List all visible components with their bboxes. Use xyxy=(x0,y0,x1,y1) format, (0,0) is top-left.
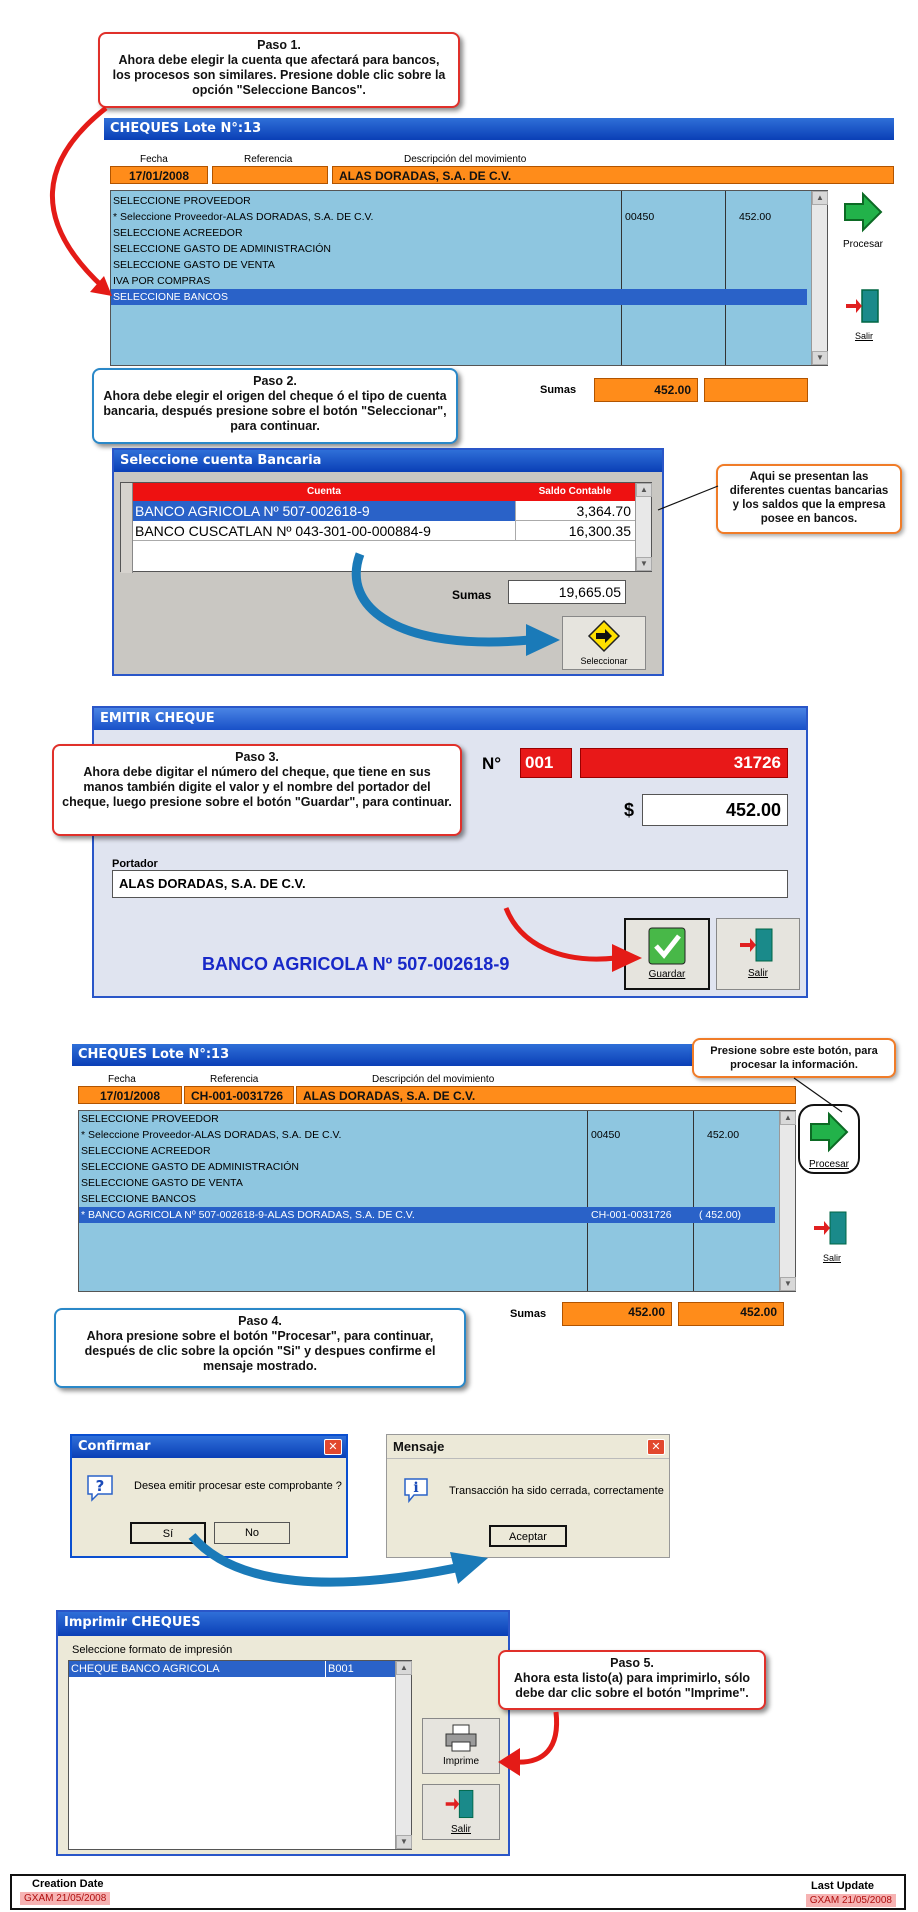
window-title: Seleccione cuenta Bancaria xyxy=(114,450,662,472)
red-arrow-2 xyxy=(500,904,650,984)
n-label: N° xyxy=(482,754,502,773)
portador-label: Portador xyxy=(112,858,158,870)
list-item-selected[interactable]: SELECCIONE BANCOS xyxy=(111,289,807,305)
salir-label: Salir xyxy=(822,1253,841,1263)
col-cuenta-header: Cuenta xyxy=(133,483,515,501)
window-title: EMITIR CHEQUE xyxy=(94,708,806,730)
blue-arrow-2 xyxy=(186,1528,506,1598)
yes-button[interactable]: Sí xyxy=(130,1522,206,1544)
arrow-sign-icon xyxy=(587,619,621,653)
info-icon xyxy=(401,1475,431,1505)
list-item[interactable]: SELECCIONE ACREEDOR xyxy=(81,1145,211,1157)
arrow-right-icon xyxy=(841,190,885,234)
mensaje-text: Transacción ha sido cerrada, correctamente xyxy=(449,1485,664,1497)
imprimir-window xyxy=(56,1610,510,1856)
no-button[interactable]: No xyxy=(214,1522,290,1544)
sumas-label: Sumas xyxy=(452,588,492,602)
valor-field[interactable]: 452.00 xyxy=(642,794,788,826)
fecha-field[interactable]: 17/01/2008 xyxy=(110,166,208,184)
salir-label: Salir xyxy=(747,968,768,979)
suma-debe: 452.00 xyxy=(562,1302,672,1326)
imprime-button[interactable] xyxy=(422,1718,500,1774)
step5-title: Paso 5. xyxy=(610,1656,654,1670)
step5-text: Ahora esta listo(a) para imprimirlo, sólo debe dar clic sobre el botón "Imprime". xyxy=(513,1671,751,1700)
exit-door-icon xyxy=(738,925,778,965)
col-saldo-header: Saldo Contable xyxy=(515,483,635,501)
procesar-label: Procesar xyxy=(842,239,883,250)
scrollbar[interactable]: ▲ ▼ xyxy=(811,191,827,365)
fecha-label: Fecha xyxy=(140,154,168,165)
step2-callout xyxy=(92,368,458,444)
window-title: CHEQUES Lote N°:13 xyxy=(104,118,894,140)
referencia-field[interactable]: CH-001-0031726 xyxy=(184,1086,294,1104)
list-item[interactable]: SELECCIONE BANCOS xyxy=(81,1193,196,1205)
update-label: Last Update xyxy=(811,1880,874,1892)
step2-text: Ahora debe elegir el origen del cheque ó el tipo de cuenta bancaria, después presione sobre el botón "Seleccionar", para continuar. xyxy=(103,389,447,433)
step5-callout xyxy=(498,1650,766,1710)
window-title: CHEQUES Lote N°:13 xyxy=(72,1044,862,1066)
printer-icon xyxy=(444,1723,478,1753)
update-value: GXAM 21/05/2008 xyxy=(806,1894,896,1907)
confirm-message: Desea emitir procesar este comprobante ? xyxy=(134,1480,342,1492)
scrollbar[interactable]: ▲ ▼ xyxy=(779,1111,795,1291)
step1-text: Ahora debe elegir la cuenta que afectará para bancos, los procesos son similares. Presione doble clic sobre la opción "Seleccione Bancos". xyxy=(112,53,446,97)
creation-value: GXAM 21/05/2008 xyxy=(20,1892,110,1905)
step3-callout xyxy=(52,744,462,836)
fecha-field[interactable]: 17/01/2008 xyxy=(78,1086,182,1104)
step3-title: Paso 3. xyxy=(235,750,279,764)
note-procesar-text: Presione sobre este botón, para procesar la información. xyxy=(710,1045,878,1071)
portador-field[interactable]: ALAS DORADAS, S.A. DE C.V. xyxy=(112,870,788,898)
svg-text:?: ? xyxy=(95,1477,105,1495)
checkmark-icon xyxy=(647,926,687,966)
list-item[interactable]: * Seleccione Proveedor-ALAS DORADAS, S.A. DE C.V. 00450 452.00 xyxy=(113,211,772,223)
sumas-label: Sumas xyxy=(540,384,577,396)
referencia-field[interactable] xyxy=(212,166,328,184)
referencia-label: Referencia xyxy=(210,1074,259,1085)
step4-text: Ahora presione sobre el botón "Procesar", para continuar, después de clic sobre la opción "Si" y despues confirme el mensaje mostrado. xyxy=(84,1329,436,1373)
salir-button[interactable] xyxy=(838,286,890,344)
seleccionar-label: Seleccionar xyxy=(580,656,628,666)
sumas-row xyxy=(420,1302,810,1330)
movement-list[interactable] xyxy=(110,190,828,366)
window-title: Imprimir CHEQUES xyxy=(58,1612,508,1636)
scrollbar[interactable]: ▲ ▼ xyxy=(635,483,651,571)
step1-callout xyxy=(98,32,460,108)
list-item[interactable]: SELECCIONE GASTO DE VENTA xyxy=(81,1177,243,1189)
salir-button[interactable] xyxy=(806,1208,858,1266)
descripcion-label: Descripción del movimiento xyxy=(404,154,527,165)
list-item[interactable]: SELECCIONE GASTO DE ADMINISTRACIÓN xyxy=(81,1161,300,1173)
salir-label: Salir xyxy=(450,1824,471,1835)
descripcion-field[interactable]: ALAS DORADAS, S.A. DE C.V. xyxy=(296,1086,796,1104)
creation-label: Creation Date xyxy=(32,1878,104,1890)
question-icon xyxy=(84,1472,116,1504)
exit-door-icon xyxy=(444,1787,478,1821)
red-arrow-3 xyxy=(494,1708,574,1778)
seleccionar-button[interactable] xyxy=(562,616,646,670)
list-item[interactable]: * Seleccione Proveedor-ALAS DORADAS, S.A. DE C.V. 00450 452.00 xyxy=(81,1129,740,1141)
connector-line xyxy=(790,1076,850,1116)
list-item[interactable]: IVA POR COMPRAS xyxy=(113,275,211,287)
connector-line xyxy=(656,484,720,514)
step4-title: Paso 4. xyxy=(238,1314,282,1328)
list-item[interactable]: SELECCIONE ACREEDOR xyxy=(113,227,243,239)
exit-door-icon xyxy=(844,286,884,326)
descripcion-label: Descripción del movimiento xyxy=(372,1074,495,1085)
descripcion-field[interactable]: ALAS DORADAS, S.A. DE C.V. xyxy=(332,166,894,184)
referencia-label: Referencia xyxy=(244,154,293,165)
close-icon[interactable]: ✕ xyxy=(647,1439,665,1455)
list-item[interactable]: SELECCIONE GASTO DE VENTA xyxy=(113,259,275,271)
note-bancos-text: Aqui se presentan las diferentes cuentas bancarias y los saldos que la empresa posee en bancos. xyxy=(729,471,889,525)
note-bancos-callout xyxy=(716,464,902,534)
list-item[interactable]: SELECCIONE PROVEEDOR xyxy=(81,1113,219,1125)
step1-title: Paso 1. xyxy=(257,38,301,52)
list-item-selected[interactable]: * BANCO AGRICOLA Nº 507-002618-9-ALAS DORADAS, S.A. DE C.V. CH-001-0031726 ( 452.00) xyxy=(79,1207,775,1223)
table-row[interactable]: BANCO AGRICOLA Nº 507-002618-9 3,364.70 xyxy=(133,501,635,521)
fecha-label: Fecha xyxy=(108,1074,136,1085)
dialog-title: Mensaje xyxy=(387,1435,669,1459)
list-item-selected[interactable]: CHEQUE BANCO AGRICOLA B001 xyxy=(69,1661,395,1677)
list-item[interactable]: SELECCIONE GASTO DE ADMINISTRACIÓN xyxy=(113,243,332,255)
procesar-label: Procesar xyxy=(808,1159,849,1170)
table-row[interactable]: BANCO CUSCATLAN Nº 043-301-00-000884-9 16,300.35 xyxy=(133,521,635,541)
red-arrow-1 xyxy=(20,100,140,310)
salir-button[interactable] xyxy=(716,918,800,990)
serie-field[interactable]: 001 xyxy=(520,748,572,778)
step4-callout xyxy=(54,1308,466,1388)
salir-button[interactable] xyxy=(422,1784,500,1840)
numero-field[interactable]: 31726 xyxy=(580,748,788,778)
suma-haber: 452.00 xyxy=(678,1302,784,1326)
footer xyxy=(10,1874,906,1910)
exit-door-icon xyxy=(812,1208,852,1248)
arrow-right-icon xyxy=(807,1110,851,1154)
procesar-button[interactable] xyxy=(834,190,892,254)
dollar-label: $ xyxy=(624,800,635,820)
aceptar-button[interactable]: Aceptar xyxy=(489,1525,567,1547)
sumas-label: Sumas xyxy=(510,1308,547,1320)
dialog-title: Confirmar xyxy=(72,1436,346,1458)
formato-list[interactable] xyxy=(68,1660,412,1850)
imprime-label: Imprime xyxy=(442,1756,480,1767)
movement-list[interactable] xyxy=(78,1110,796,1292)
banco-label: BANCO AGRICOLA Nº 507-002618-9 xyxy=(202,954,510,974)
step3-text: Ahora debe digitar el número del cheque, que tiene en sus manos también digite el valor y el nombre del portador del cheque, luego presione sobre el botón "Guardar", para continuar. xyxy=(62,765,452,809)
cheques-window-2 xyxy=(72,1044,862,1294)
list-item[interactable]: SELECCIONE PROVEEDOR xyxy=(113,195,251,207)
svg-text:i: i xyxy=(413,1480,419,1496)
salir-label: Salir xyxy=(854,331,873,341)
sumas-total: 19,665.05 xyxy=(508,580,626,604)
note-procesar-callout xyxy=(692,1038,896,1078)
suma-debe: 452.00 xyxy=(594,378,698,402)
scrollbar[interactable]: ▲ ▼ xyxy=(395,1661,411,1849)
close-icon[interactable]: ✕ xyxy=(324,1439,342,1455)
formato-label: Seleccione formato de impresión xyxy=(72,1644,233,1656)
step2-title: Paso 2. xyxy=(253,374,297,388)
blue-arrow-1 xyxy=(340,548,570,668)
suma-haber xyxy=(704,378,808,402)
guardar-label: Guardar xyxy=(648,969,686,980)
